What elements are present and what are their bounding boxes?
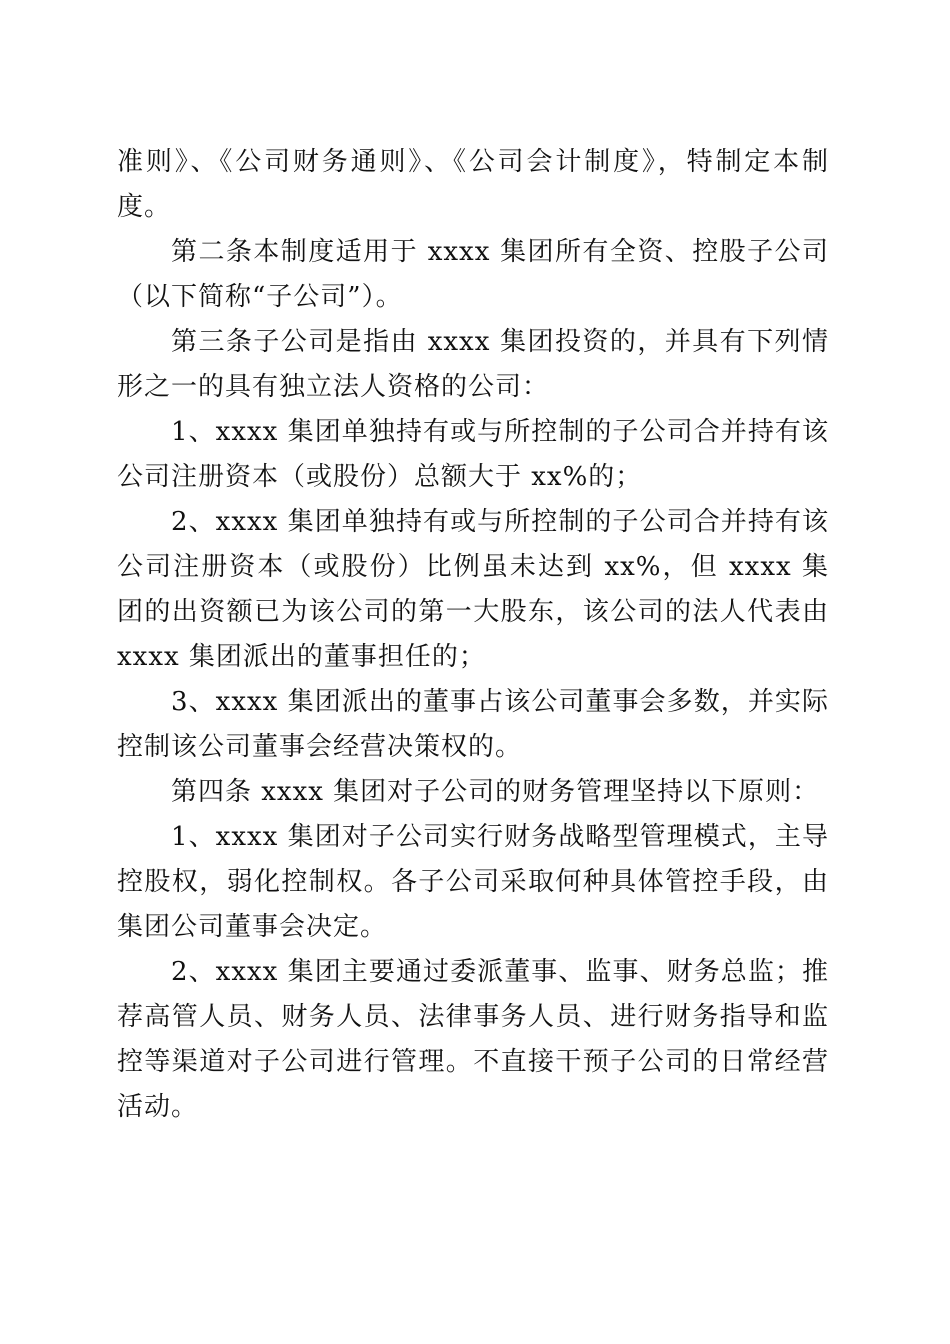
paragraph-continuation: 准则》、《公司财务通则》、《公司会计制度》，特制定本制度。: [117, 147, 829, 222]
paragraph-article-3-item-3: 3、xxxx 集团派出的董事占该公司董事会多数，并实际控制该公司董事会经营决策权的。: [117, 687, 829, 762]
paragraph-article-4-item-2: 2、xxxx 集团主要通过委派董事、监事、财务总监；推荐高管人员、财务人员、法律事务人员、进行财务指导和监控等渠道对子公司进行管理。不直接干预子公司的日常经营活动。: [117, 957, 829, 1122]
document-body: [117, 140, 829, 1130]
paragraph-article-3: 第三条子公司是指由 xxxx 集团投资的，并具有下列情形之一的具有独立法人资格的公司：: [117, 327, 829, 402]
paragraph-article-2: 第二条本制度适用于 xxxx 集团所有全资、控股子公司（以下简称“子公司”）。: [117, 237, 829, 312]
paragraph-article-3-item-1: 1、xxxx 集团单独持有或与所控制的子公司合并持有该公司注册资本（或股份）总额大于 xx%的；: [117, 417, 829, 492]
paragraph-article-4: 第四条 xxxx 集团对子公司的财务管理坚持以下原则：: [171, 777, 820, 807]
paragraph-article-3-item-2: 2、xxxx 集团单独持有或与所控制的子公司合并持有该公司注册资本（或股份）比例虽未达到 xx%，但 xxxx 集团的出资额已为该公司的第一大股东，该公司的法人代表由 xxxx 集团派出的董事担任的；: [117, 507, 829, 672]
paragraph-article-4-item-1: 1、xxxx 集团对子公司实行财务战略型管理模式，主导控股权，弱化控制权。各子公司采取何种具体管控手段，由集团公司董事会决定。: [117, 822, 829, 942]
